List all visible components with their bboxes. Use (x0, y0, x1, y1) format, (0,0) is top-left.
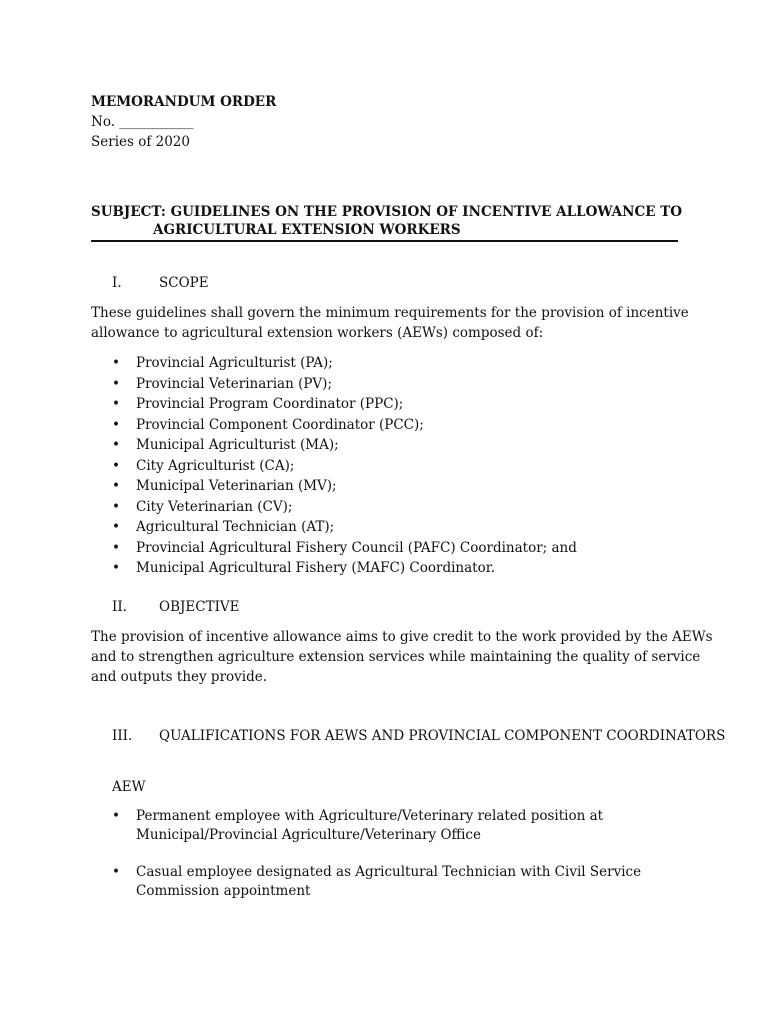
bullet-icon: • (112, 560, 120, 576)
subject-divider (91, 240, 678, 242)
objective-paragraph (91, 627, 713, 687)
bullet-icon: • (112, 478, 120, 494)
objective-numeral: II. (112, 599, 127, 615)
list-item: Provincial Program Coordinator (PPC); (136, 396, 404, 412)
bullet-icon: • (112, 396, 120, 412)
bullet-icon: • (112, 499, 120, 515)
list-item: City Agriculturist (CA); (136, 458, 295, 474)
bullet-icon: • (112, 458, 120, 474)
objective-line: The provision of incentive allowance aims to give credit to the work provided by the AEWs (91, 629, 713, 645)
list-item: Agricultural Technician (AT); (136, 519, 335, 535)
bullet-icon: • (112, 437, 120, 453)
list-item: Provincial Veterinarian (PV); (136, 376, 332, 392)
list-item-line: Commission appointment (136, 883, 311, 899)
objective-line: and to strengthen agriculture extension services while maintaining the quality of service (91, 649, 701, 665)
scope-heading: SCOPE (159, 275, 209, 291)
bullet-icon: • (112, 540, 120, 556)
list-item: Provincial Agriculturist (PA); (136, 355, 333, 371)
scope-intro-line: allowance to agricultural extension workers (AEWs) composed of: (91, 325, 544, 341)
memo-series: Series of 2020 (91, 134, 190, 150)
bullet-icon: • (112, 864, 120, 880)
list-item: City Veterinarian (CV); (136, 499, 293, 515)
objective-heading: OBJECTIVE (159, 599, 240, 615)
bullet-icon: • (112, 519, 120, 535)
bullet-icon: • (112, 355, 120, 371)
bullet-icon: • (112, 376, 120, 392)
list-item-line: Permanent employee with Agriculture/Veterinary related position at (136, 808, 604, 824)
objective-line: and outputs they provide. (91, 669, 268, 685)
memo-number: No. ___________ (91, 114, 194, 130)
qualifications-numeral: III. (112, 728, 133, 744)
aew-subheading: AEW (112, 779, 146, 795)
list-item: Municipal Agriculturist (MA); (136, 437, 339, 453)
bullet-icon: • (112, 808, 120, 824)
memo-title: MEMORANDUM ORDER (91, 94, 277, 110)
list-item-line: Municipal/Provincial Agriculture/Veterinary Office (136, 827, 481, 843)
subject-line-2: AGRICULTURAL EXTENSION WORKERS (153, 222, 461, 238)
qualifications-heading: QUALIFICATIONS FOR AEWS AND PROVINCIAL COMPONENT COORDINATORS (159, 728, 726, 744)
scope-intro (91, 303, 691, 343)
bullet-icon: • (112, 417, 120, 433)
list-item: Provincial Component Coordinator (PCC); (136, 417, 424, 433)
list-item-line: Casual employee designated as Agricultural Technician with Civil Service (136, 864, 642, 880)
list-item: Municipal Agricultural Fishery (MAFC) Coordinator. (136, 560, 495, 576)
scope-intro-line: These guidelines shall govern the minimum requirements for the provision of incentive (91, 305, 689, 321)
list-item: Provincial Agricultural Fishery Council (PAFC) Coordinator; and (136, 540, 577, 556)
subject-line-1: SUBJECT: GUIDELINES ON THE PROVISION OF INCENTIVE ALLOWANCE TO (91, 204, 683, 220)
list-item: Municipal Veterinarian (MV); (136, 478, 337, 494)
scope-numeral: I. (112, 275, 122, 291)
